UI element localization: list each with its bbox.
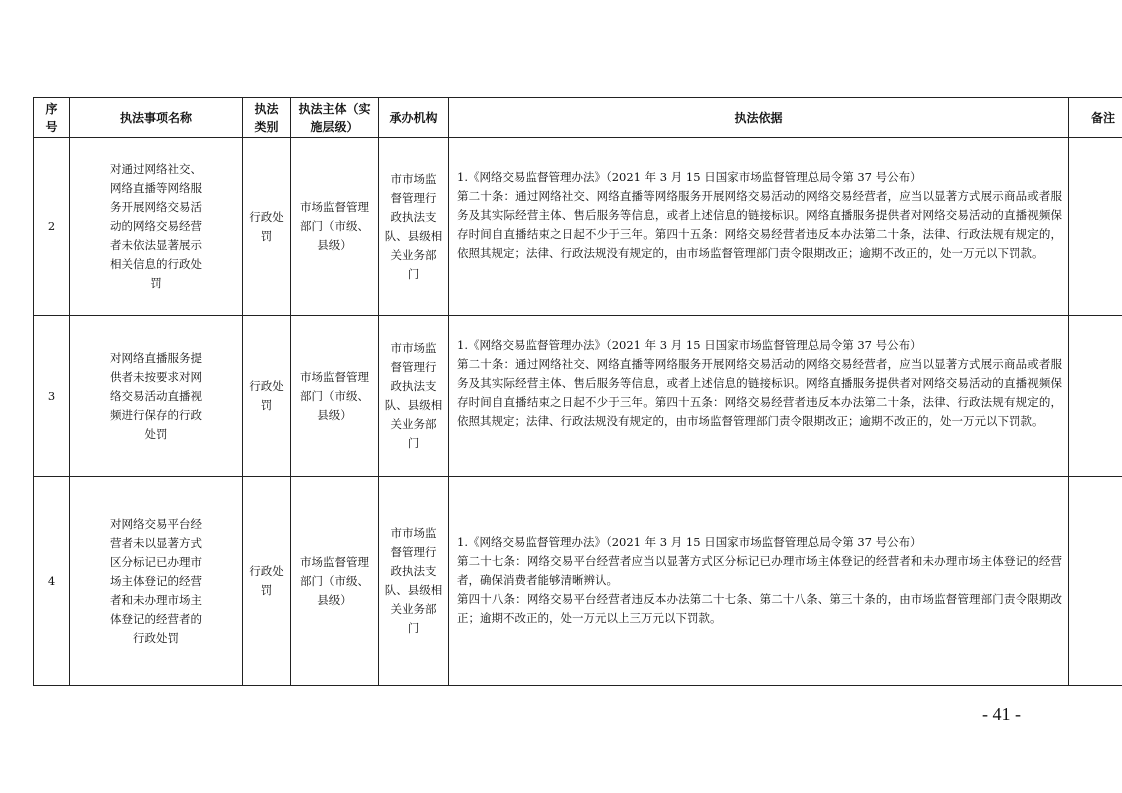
item-name-line: 体登记的经营者的 [110, 611, 202, 626]
item-name-line: 场主体登记的经营 [110, 573, 202, 588]
item-name-line: 者和未办理市场主 [110, 592, 202, 607]
header-type: 执法类别 [243, 98, 291, 138]
item-name-line: 对网络直播服务提 [110, 350, 202, 365]
seq-cell: 2 [34, 138, 70, 316]
basis-title: 1.《网络交易监督管理办法》（2021 年 3 月 15 日国家市场监督管理总局令第 37 号公布） [457, 170, 922, 184]
basis-cell [449, 477, 1069, 686]
unit-line: 关业务部 [390, 602, 437, 616]
item-name-line: 行政处罚 [133, 630, 179, 645]
type-cell: 行政处罚 [243, 316, 291, 477]
unit-line: 政执法支 [390, 564, 437, 578]
header-seq: 序号 [34, 98, 70, 138]
unit-line: 政执法支 [390, 379, 437, 393]
unit-cell [379, 477, 449, 686]
header-unit: 承办机构 [379, 98, 449, 138]
unit-line: 督管理行 [390, 360, 437, 374]
remark-cell [1069, 316, 1122, 477]
basis-paragraph: 第二十条：通过网络社交、网络直播等网络服务开展网络交易活动的网络交易经营者，应当以显著方式展示商品或者服务及其实际经营主体、售后服务等信息，或者上述信息的链接标识。网络直播服务提供者对网络交易活动的直播视频保存时间自直播结束之日起不少于三年。第四十五条：网络交易经营者违反本办法第二十条，法律、行政法规有规定的，依照其规定；法律、行政法规没有规定的，由市场监督管理部门责令限期改正；逾期不改正的，处一万元以下罚款。 [457, 189, 1062, 260]
basis-title: 1.《网络交易监督管理办法》（2021 年 3 月 15 日国家市场监督管理总局令第 37 号公布） [457, 338, 922, 352]
item-name-line: 动的网络交易经营 [110, 219, 202, 233]
table-row [34, 316, 1122, 477]
unit-line: 市市场监 [390, 171, 437, 186]
item-name-line: 络交易活动直播视 [110, 388, 202, 403]
type-cell: 行政处罚 [243, 477, 291, 686]
header-subject: 执法主体（实施层级） [291, 98, 379, 138]
item-name-line: 网络直播等网络服 [110, 181, 202, 195]
unit-line: 督管理行 [390, 190, 437, 205]
basis-title: 1.《网络交易监督管理办法》（2021 年 3 月 15 日国家市场监督管理总局令第 37 号公布） [457, 535, 922, 549]
basis-paragraph: 第四十八条：网络交易平台经营者违反本办法第二十七条、第二十八条、第三十条的，由市场监督管理部门责令限期改正；逾期不改正的，处一万元以上三万元以下罚款。 [457, 592, 1062, 625]
item-name-line: 供者未按要求对网 [110, 369, 202, 384]
table-row [34, 477, 1122, 686]
subject-cell: 市场监督管理部门（市级、县级） [291, 316, 379, 477]
item-name-line: 者未依法显著展示 [110, 238, 202, 252]
unit-cell [379, 316, 449, 477]
unit-line: 队、县级相 [384, 398, 443, 412]
item-name-cell [70, 316, 243, 477]
subject-cell: 市场监督管理部门（市级、县级） [291, 138, 379, 316]
enforcement-items-table [33, 97, 1122, 686]
item-name-line: 务开展网络交易活 [110, 200, 202, 214]
unit-line: 门 [407, 621, 420, 635]
item-name-line: 区分标记已办理市 [110, 554, 202, 569]
header-remark: 备注 [1069, 98, 1122, 138]
subject-cell: 市场监督管理部门（市级、县级） [291, 477, 379, 686]
item-name-cell [70, 138, 243, 316]
item-name-line: 处罚 [144, 426, 168, 441]
item-name-cell [70, 477, 243, 686]
basis-paragraph: 第二十条：通过网络社交、网络直播等网络服务开展网络交易活动的网络交易经营者，应当以显著方式展示商品或者服务及其实际经营主体、售后服务等信息，或者上述信息的链接标识。网络直播服务提供者对网络交易活动的直播视频保存时间自直播结束之日起不少于三年。第四十五条：网络交易经营者违反本办法第二十条，法律、行政法规有规定的，依照其规定；法律、行政法规没有规定的，由市场监督管理部门责令限期改正；逾期不改正的，处一万元以下罚款。 [457, 357, 1062, 428]
unit-line: 门 [407, 436, 420, 450]
unit-line: 督管理行 [390, 545, 437, 559]
header-name: 执法事项名称 [70, 98, 243, 138]
unit-line: 队、县级相 [384, 228, 443, 243]
item-name-line: 对通过网络社交、 [110, 162, 202, 176]
item-name-line: 营者未以显著方式 [110, 535, 202, 550]
unit-line: 政执法支 [390, 209, 437, 224]
unit-line: 门 [407, 266, 420, 281]
unit-line: 市市场监 [390, 526, 437, 540]
basis-cell [449, 316, 1069, 477]
item-name-line: 罚 [150, 276, 162, 290]
table-row [34, 138, 1122, 316]
remark-cell [1069, 477, 1122, 686]
basis-paragraph: 第二十七条：网络交易平台经营者应当以显著方式区分标记已办理市场主体登记的经营者和未办理市场主体登记的经营者，确保消费者能够清晰辨认。 [457, 554, 1062, 587]
unit-cell [379, 138, 449, 316]
unit-line: 关业务部 [390, 247, 437, 262]
item-name-line: 对网络交易平台经 [110, 516, 202, 531]
unit-line: 关业务部 [390, 417, 437, 431]
seq-cell: 3 [34, 316, 70, 477]
unit-line: 队、县级相 [384, 583, 443, 597]
table-header-row [34, 98, 1122, 138]
remark-cell [1069, 138, 1122, 316]
page-number: - 41 - [982, 704, 1021, 724]
item-name-line: 频进行保存的行政 [110, 407, 202, 422]
seq-cell: 4 [34, 477, 70, 686]
header-basis: 执法依据 [449, 98, 1069, 138]
type-cell: 行政处罚 [243, 138, 291, 316]
unit-line: 市市场监 [390, 341, 437, 355]
basis-cell [449, 138, 1069, 316]
item-name-line: 相关信息的行政处 [110, 257, 202, 271]
